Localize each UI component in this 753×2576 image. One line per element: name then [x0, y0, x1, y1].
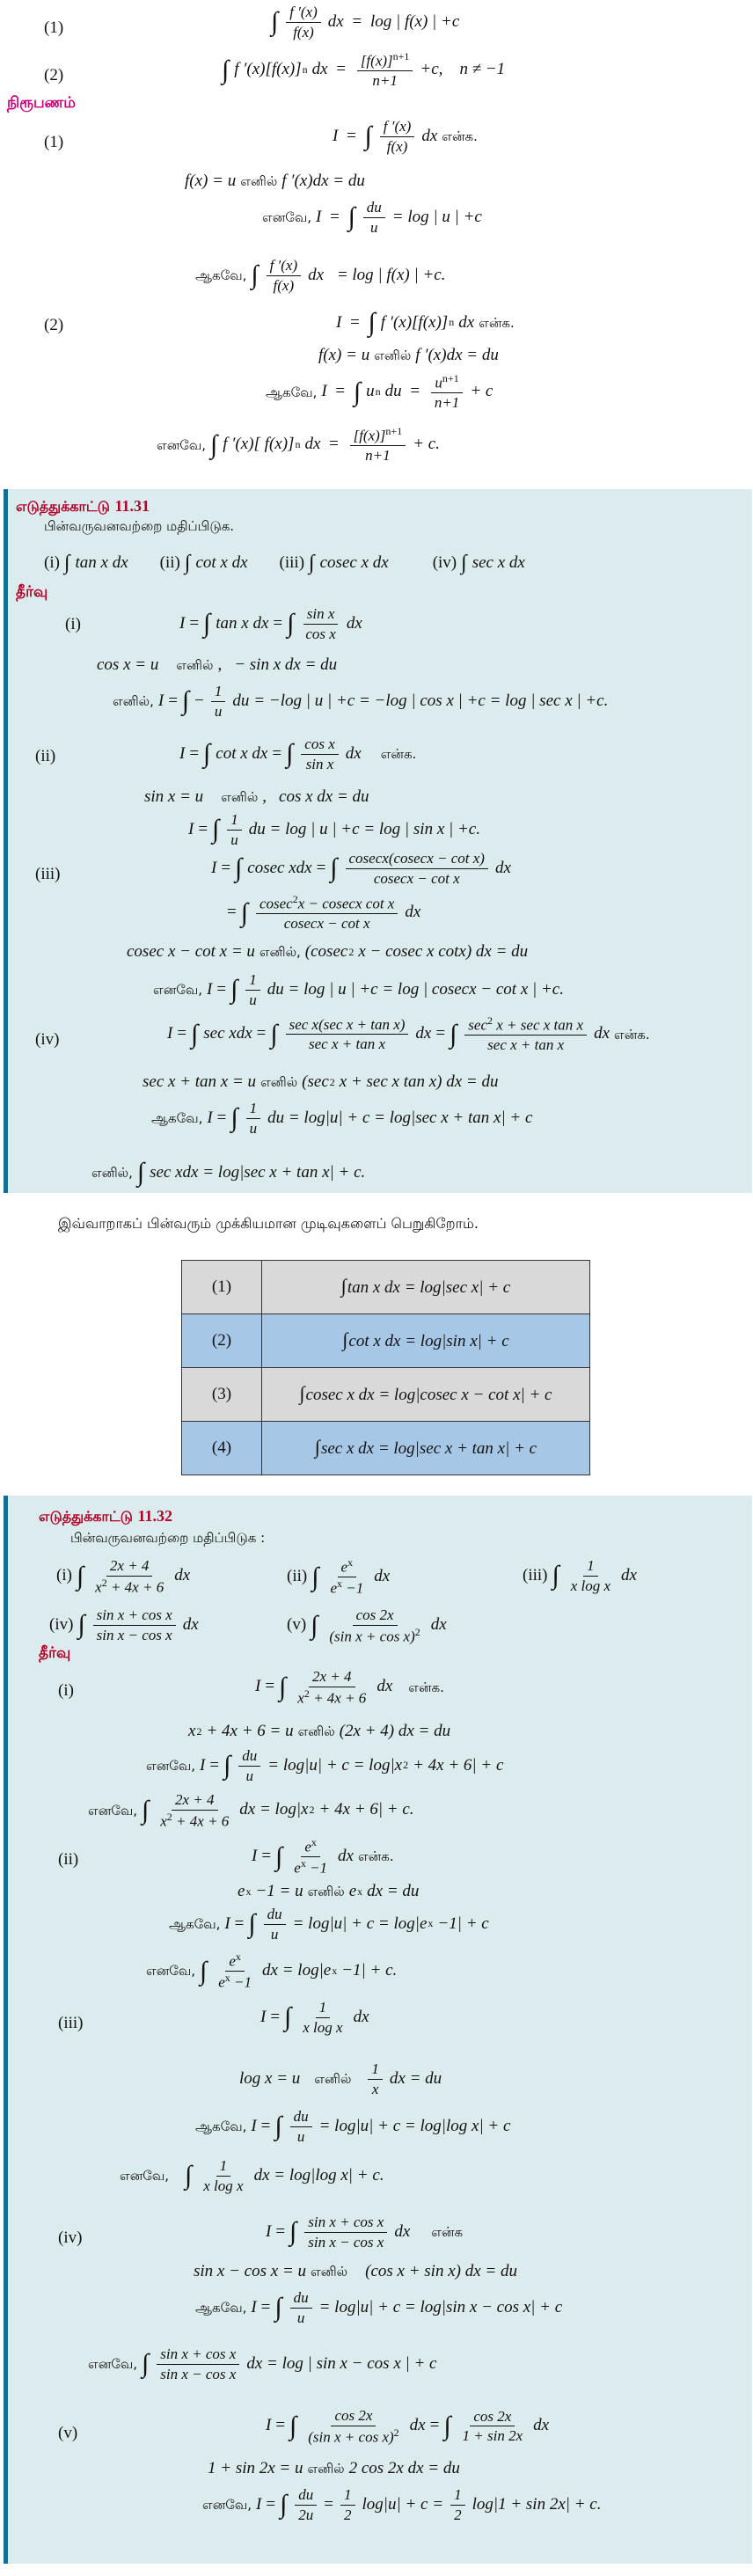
proof-1-line4-pre: ஆகவே, [195, 267, 247, 283]
ex32-i-line3: எனவே, I = ∫ $\frac{du}{u}$ = log|u| + c = log|x 2 + 4x + 6| + c [146, 1747, 504, 1784]
integral-sign-icon: ∫ [271, 7, 279, 37]
ex31-iv-line1: I = ∫ sec xdx = ∫ $\frac{\text{sec x(sec x + tan x)}}{\text{sec x + tan x}}$ dx = ∫ $\frac{\sec^2 x + \sec x \tan x}{\text{sec x + tan x}}$ dx என்க. [167, 1014, 650, 1054]
example-11-31-instruction: பின்வருவனவற்றை மதிப்பிடுக. [44, 518, 235, 534]
ex32-part-ii-label: (ii) [58, 1850, 79, 1869]
intro-1-den: f(x) [293, 23, 314, 40]
example-11-31-parts: (i) ∫ tan x dx (ii) ∫ cot x dx (iii) ∫ cosec x dx (iv) ∫ sec x dx [44, 552, 525, 574]
example-11-31-solution-label: தீர்வு [16, 583, 48, 601]
ex32-v-line1: I = ∫ $\frac{\cos 2x}{(\sin x + \cos x)^2}$ dx = ∫ $\frac{\cos 2x}{1 + \sin 2x}$ dx [266, 2407, 550, 2446]
proof-2-line3: ஆகவே, I = ∫ u n du = $\frac{u^{n+1}}{n+1}$ + c [266, 372, 493, 412]
table-row [182, 1422, 590, 1475]
table-row [182, 1368, 590, 1422]
intro-2-rhs-den: n+1 [372, 72, 398, 90]
proof-2-line3-pre: ஆகவே, [266, 384, 318, 400]
ex32-parts-row2-b: (v) ∫ $\frac{\cos 2x}{(\sin x + \cos x)^2}$ dx [287, 1606, 447, 1645]
example-11-32-box [4, 1496, 752, 2564]
example-11-32-title: எடுத்துக்காட்டு 11.32 [39, 1507, 172, 1525]
proof-1-sub-b: எனில் [240, 173, 278, 190]
ex32-parts-row1-b: (ii) ∫ $\frac{e^x}{e^x -1}$ dx [287, 1556, 391, 1597]
ex32-iv-line1: I = ∫ $\frac{\text{sin x + cos x}}{\text{sin x − cos x}}$ dx என்க [266, 2214, 464, 2250]
ex32-ii-line2: e x −1 = u எனில் e x dx = du [238, 1882, 420, 1900]
proof-1-sub-c: f ′(x)dx = du [281, 172, 365, 190]
intro-2-condition: n ≠ −1 [459, 60, 506, 79]
ex32-i-line2: x 2 + 4x + 6 = u எனில் (2x + 4) dx = du [188, 1722, 451, 1740]
proof-1-line2 [185, 172, 365, 191]
intro-2-rhs-num-exp: n+1 [392, 50, 410, 62]
proof-2-sub-c: f ′(x)dx = du [415, 346, 499, 364]
proof-2-line4: எனவே, ∫ f ′(x)[ f(x)] n dx = $\frac{[f(x)]^{n+1}}{n+1}$ + c. [157, 425, 440, 465]
ex31-iii-line4: எனவே, I = ∫ $\frac{1}{u}$ du = log | u | +c = log | cosecx − cot x | +c. [153, 971, 564, 1008]
intro-2-rhs-tail: +c, [420, 60, 443, 79]
summary-label-2: (2) [182, 1314, 262, 1368]
ex31-part-iv-label: (iv) [35, 1030, 60, 1049]
intro-2-rhs-num: [f(x)] [360, 52, 393, 70]
proof-1-line4: ஆகவே, ∫ $\frac{f '(x)}{f(x)}$ dx = log | f(x) | +c. [195, 257, 446, 294]
ex31-iii-line1: I = ∫ cosec xdx = ∫ $\frac{\text{cosecx(cosecx − cot x)}}{\text{cosecx − cot x}}$ dx [211, 850, 511, 887]
ex31-iii-line3: cosec x − cot x = u எனில், (cosec 2 x − cosec x cotx) dx = du [127, 942, 529, 961]
ex31-ii-line1: I = ∫ cot x dx = ∫ $\frac{\text{cos x}}{\text{sin x}}$ dx என்க. [179, 735, 417, 772]
ex32-iii-line3: ஆகவே, I = ∫ $\frac{du}{u}$ = log|u| + c = log|log x| + c [195, 2108, 511, 2145]
table-row [182, 1261, 590, 1314]
proof-2-line1-tail: என்க. [479, 314, 515, 331]
ex31-ii-line3: I = ∫ $\frac{1}{u}$ du = log | u | +c = log | sin x | +c. [188, 811, 480, 848]
ex32-parts-row1-a: (i) ∫ $\frac{2x + 4}{x^2 + 4x + 6}$ dx [56, 1557, 191, 1596]
ex32-ii-line4: எனவே, ∫ $\frac{e^x}{e^x -1}$ dx = log|e x −1| + c. [146, 1950, 398, 1991]
ex31-iii-line2: = ∫ $\frac{cosec^2x - cosecx \cot x}{\text{cosecx − cot x}}$ dx [227, 893, 421, 933]
example-11-32-solution-label: தீர்வு [39, 1644, 71, 1662]
ex32-part-iii-label: (iii) [58, 2014, 84, 2032]
summary-formula-2: ∫cot x dx = log|sin x| + c [262, 1314, 590, 1368]
proof-1-line1-tail: என்க. [442, 128, 478, 144]
intro-formula-2: ∫ f ′(x)[f(x)] n dx = $\frac{[f(x)]^{n+1}}{n+1}$ +c, n ≠ −1 [222, 50, 506, 90]
summary-formula-3: ∫cosec x dx = log|cosec x − cot x| + c [262, 1368, 590, 1422]
proof-1-line1: I = ∫ $\frac{f '(x)}{f(x)}$ dx என்க. [333, 118, 478, 155]
ex31-ii-line2: sin x = u எனில் , cos x dx = du [144, 787, 369, 806]
summary-label-3: (3) [182, 1368, 262, 1422]
intro-formula-1: ∫ $\frac{f '(x)}{f(x)}$ dx = log | f(x) | +c [271, 4, 460, 40]
intro-label-1: (1) [44, 18, 64, 37]
summary-table [181, 1260, 590, 1475]
intro-1-num: f ′(x) [286, 4, 321, 23]
ex32-parts-row1-c: (iii) ∫ $\frac{1}{\text{x log x}}$ dx [523, 1557, 637, 1594]
ex32-iv-line3: ஆகவே, I = ∫ $\frac{du}{u}$ = log|u| + c = log|sin x − cos x| + c [195, 2289, 563, 2326]
proof-2-sub-b: எனில் [374, 348, 412, 364]
ex32-i-line4: எனவே, ∫ $\frac{2x + 4}{x^2 + 4x + 6}$ dx = log|x 2 + 4x + 6| + c. [88, 1791, 414, 1830]
proof-2-line4-pre: எனவே, [157, 436, 207, 453]
intro-label-2: (2) [44, 66, 64, 84]
ex31-part-i-label: (i) [65, 615, 81, 633]
ex32-part-iv-label: (iv) [58, 2228, 83, 2247]
example-11-31-title: எடுத்துக்காட்டு 11.31 [16, 497, 150, 515]
table-row [182, 1314, 590, 1368]
proof-label-2: (2) [44, 316, 64, 334]
intro-2-lhs: f ′(x)[f(x)] [234, 60, 302, 79]
ex31-iv-line4: எனில், ∫ sec xdx = log|sec x + tan x| + c. [91, 1158, 366, 1187]
ex32-part-v-label: (v) [58, 2424, 78, 2442]
ex32-iii-line1: I = ∫ $\frac{1}{\text{x log x}}$ dx [260, 1999, 369, 2036]
ex31-i-line1: I = ∫ tan x dx = ∫ $\frac{\text{sin x}}{\text{cos x}}$ dx [179, 605, 362, 642]
proof-1-line3-tail: = log | u | +c [391, 207, 482, 226]
ex32-iii-line2: log x = u எனில் $\frac{1}{x}$ dx = du [239, 2060, 442, 2097]
ex31-i-line2: cos x = u எனில் , − sin x dx = du [97, 655, 338, 674]
ex31-iv-line2: sec x + tan x = u எனில் (sec 2 x + sec x tan x) dx = du [143, 1072, 499, 1091]
proof-heading: நிரூபணம் [7, 94, 76, 112]
summary-label-4: (4) [182, 1422, 262, 1475]
ex32-iv-line2: sin x − cos x = u எனில் (cos x + sin x) dx = du [194, 2262, 517, 2280]
ex31-iv-line3: ஆகவே, I = ∫ $\frac{1}{u}$ du = log|u| + c = log|sec x + tan x| + c [151, 1100, 533, 1137]
ex32-ii-line3: ஆகவே, I = ∫ $\frac{du}{u}$ = log|u| + c = log|e x −1| + c [169, 1906, 489, 1943]
ex32-iii-line4: எனவே, ∫ $\frac{1}{\text{x log x}}$ dx = log|log x| + c. [120, 2157, 384, 2194]
ex31-i-line3: எனில், I = ∫ − $\frac{1}{u}$ du = −log | u | +c = −log | cos x | +c = log | sec x | +c. [113, 683, 609, 720]
intro-2-lhs-exp: n [302, 63, 308, 77]
ex32-part-i-label: (i) [58, 1681, 74, 1700]
proof-1-line3-pre: எனவே, [262, 209, 312, 225]
ex32-parts-row2-a: (iv) ∫ $\frac{\text{sin x + cos x}}{\text{sin x − cos x}}$ dx [49, 1606, 199, 1643]
proof-label-1: (1) [44, 133, 64, 151]
proof-2-line2 [318, 347, 499, 365]
ex32-iv-line4: எனவே, ∫ $\frac{\text{sin x + cos x}}{\text{sin x − cos x}}$ dx = log | sin x − cos x | + c [88, 2345, 437, 2382]
proof-1-line4-tail: = log | f(x) | +c. [336, 265, 446, 284]
ex32-i-line1: I = ∫ $\frac{2x + 4}{x^2 + 4x + 6}$ dx என்க. [255, 1668, 444, 1707]
summary-caption: இவ்வாறாகப் பின்வரும் முக்கியமான முடிவுகளைப் பெறுகிறோம். [58, 1215, 479, 1232]
intro-1-rhs: log | f(x) | +c [369, 11, 460, 31]
ex32-v-line2: 1 + sin 2x = u எனில் 2 cos 2x dx = du [208, 2459, 460, 2477]
summary-formula-4: ∫sec x dx = log|sec x + tan x| + c [262, 1422, 590, 1475]
proof-2-sub-a: f(x) = u [318, 346, 370, 364]
example-11-32-instruction: பின்வருவனவற்றை மதிப்பிடுக : [70, 1530, 266, 1546]
summary-formula-1: ∫tan x dx = log|sec x| + c [262, 1261, 590, 1314]
ex31-part-ii-label: (ii) [35, 747, 56, 765]
proof-1-sub-a: f(x) = u [185, 172, 237, 190]
proof-1-line3: எனவே, I = ∫ $\frac{du}{u}$ = log | u | +c [262, 199, 482, 236]
proof-2-line4-tail: + c. [413, 435, 440, 454]
ex32-v-line3: எனவே, I = ∫ $\frac{du}{2u}$ = $\frac{1}{2}$ log|u| + c = $\frac{1}{2}$ log|1 + sin 2x| + c. [202, 2486, 602, 2523]
ex32-ii-line1: I = ∫ $\frac{e^x}{e^x -1}$ dx என்க. [252, 1836, 394, 1877]
summary-label-1: (1) [182, 1261, 262, 1314]
proof-2-line1: I = ∫ f ′(x)[f(x)] n dx என்க. [336, 308, 515, 337]
ex31-part-iii-label: (iii) [35, 865, 61, 883]
